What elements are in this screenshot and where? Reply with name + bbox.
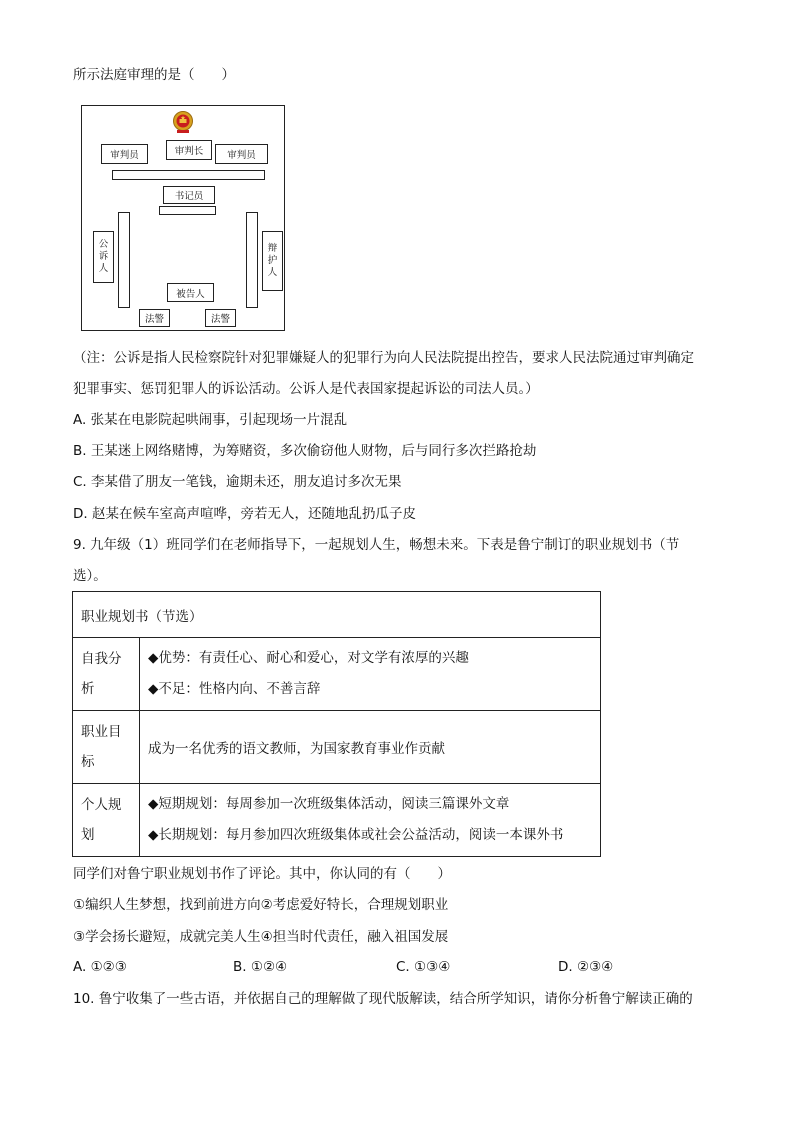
defender-desk xyxy=(246,212,258,308)
q8-option-c: C. 李某借了朋友一笔钱，逾期未还，朋友追讨多次无果 xyxy=(73,474,402,490)
career-plan-table xyxy=(72,591,601,857)
q8-option-b: B. 王某迷上网络赌博，为筹赌资，多次偷窃他人财物，后与同行多次拦路抢劫 xyxy=(73,443,537,459)
row-self-analysis-content: ◆优势：有责任心、耐心和爱心，对文学有浓厚的兴趣 ◆不足：性格内向、不善言辞 xyxy=(140,638,601,711)
table-title: 职业规划书（节选） xyxy=(73,592,601,638)
clerk-box: 书记员 xyxy=(163,186,215,204)
prosecutor-box: 公 诉 人 xyxy=(93,231,114,283)
judge-box-left: 审判员 xyxy=(101,144,148,164)
q10-stem-line-1: 10. 鲁宁收集了一些古语，并依据自己的理解做了现代版解读，结合所学知识，请你分析鲁宁解读正确的 xyxy=(73,991,693,1007)
row-self-analysis-head: 自我分 析 xyxy=(73,638,140,711)
row-career-goal-content: 成为一名优秀的语文教师，为国家教育事业作贡献 xyxy=(140,711,601,784)
q9-option-b: B. ①②④ xyxy=(233,959,288,975)
question-intro: 所示法庭审理的是（ ） xyxy=(73,67,235,83)
police-box-left: 法警 xyxy=(139,309,170,327)
q8-option-d: D. 赵某在候车室高声喧哗，旁若无人，还随地乱扔瓜子皮 xyxy=(73,506,416,522)
chief-judge-box: 审判长 xyxy=(166,140,212,160)
q9-option-c: C. ①③④ xyxy=(396,959,451,975)
q9-items-line-1: ①编织人生梦想，找到前进方向②考虑爱好特长，合理规划职业 xyxy=(73,897,449,913)
q9-option-d: D. ②③④ xyxy=(558,959,614,975)
judge-box-right: 审判员 xyxy=(215,144,268,164)
q9-items-line-2: ③学会扬长避短，成就完美人生④担当时代责任，融入祖国发展 xyxy=(73,929,449,945)
q9-stem-line-2: 选）。 xyxy=(73,568,107,584)
row-personal-plan-content: ◆短期规划：每周参加一次班级集体活动，阅读三篇课外文章 ◆长期规划：每月参加四次班级集体或社会公益活动，阅读一本课外书 xyxy=(140,784,601,857)
row-personal-plan-head: 个人规 划 xyxy=(73,784,140,857)
defender-box: 辩 护 人 xyxy=(262,231,283,291)
row-career-goal-head: 职业目 标 xyxy=(73,711,140,784)
prosecutor-desk xyxy=(118,212,130,308)
q9-option-a: A. ①②③ xyxy=(73,959,127,975)
courtroom-diagram xyxy=(81,105,285,331)
q8-option-a: A. 张某在电影院起哄闹事，引起现场一片混乱 xyxy=(73,412,348,428)
police-box-right: 法警 xyxy=(205,309,236,327)
q9-comment: 同学们对鲁宁职业规划书作了评论。其中，你认同的有（ ） xyxy=(73,866,451,882)
defendant-box: 被告人 xyxy=(167,283,214,302)
clerk-desk xyxy=(159,206,216,215)
q9-stem-line-1: 9. 九年级（1）班同学们在老师指导下，一起规划人生，畅想未来。下表是鲁宁制订的职业规划书（节 xyxy=(73,537,680,553)
note-line-1: （注：公诉是指人民检察院针对犯罪嫌疑人的犯罪行为向人民法院提出控告，要求人民法院通过审判确定 xyxy=(73,350,694,366)
national-emblem-icon xyxy=(172,110,194,134)
judges-bench xyxy=(112,170,265,180)
note-line-2: 犯罪事实、惩罚犯罪人的诉讼活动。公诉人是代表国家提起诉讼的司法人员。） xyxy=(73,381,539,397)
